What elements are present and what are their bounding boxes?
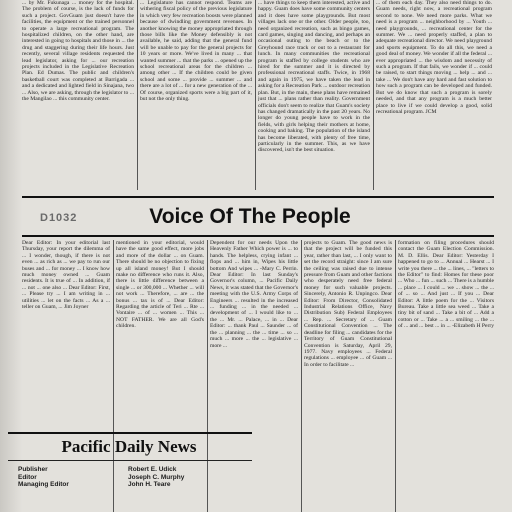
letters-column-1 <box>22 240 110 430</box>
staff-roles <box>18 466 118 489</box>
editorial-text: ... Legislature has cannot respond. Teams are withering fiscal policy of the previous legislature in which very few recreation boosts were planned because of dwindling government revenues. In another knowing the money appropriated through those bills like the Money defensibly is not available, he said, adding that the general fund will be unable to pay for the general projects for 10 years or more. We've lived in many ... that wanted summer ... that the parks ... opened up the school recreational areas for the children ... among other ... If the children could be given school and some ... provide ... summer ... and there are a lot of ... for a new generation of the ... Of course, organized sports were a big part of it, but not the only thing. <box>140 0 252 103</box>
editorial-text: ... have things to keep them interested, active and happy. Guam does have some community centers and it does have some playgrounds. But most villages lack one or the other. Older people, too, need organized recreation, such as bingo games, card games, singing and dancing, and perhaps an occasional outing to the beach or to the Greyhound race track or out to a restaurant for lunch. In many communities the recreational program is staffed by college students who are hired for the summer and it is directed by professional recreational staffs. Twice, in 1968 and again in 1975, we have taken the lead in asking for a Recreation Park ... outdoor recreation plan. But, in the main, these plans have remained just that ... plans rather than reality. Government officials don't seem to realize that Guam's society has changed dramatically in the past 20 years. No longer do young people have to work in the fields, with girls helping their mothers at home, cooking and baking. The population of the island has become liberated, with plenty of free time, particularly in the summer. This, as we have discovered, isn't the best situation. <box>258 0 370 154</box>
editorial-column-4 <box>376 0 492 190</box>
masthead: Pacific Daily News <box>61 437 197 456</box>
letter-text: mentioned in your editorial, would have the same good effect, more jobs and more of the dollar ... on Guam. There should be no objection to fixing up all island money! But I should make no difference who runs it. Also, there is little difference between a single ... or 300,000 ... Whether ... will not work ... Therefore, ... are ... the bonus ... tax is of ... Dear Editor: Regarding the article of Teri ... Rte ... Vontaire ... of ... women ... This ... NOT FATHER. We are all God's children. <box>116 240 204 330</box>
staff-role: Editor <box>18 473 37 481</box>
staff-name: Joseph C. Murphy <box>128 473 185 481</box>
masthead-rule-top <box>8 432 252 434</box>
banner-rule-bottom <box>22 235 494 237</box>
editorial-column-3 <box>258 0 370 190</box>
letter-text: formation on filing procedures should contact the Guam Election Commission. M. D. Ellis. Dear Editor: Yesterday I happened to go to ... Annual ... Hearst ... I write you there ... the ... lines, ... "letters to the Editor" to find: Homes for these poor ... Who ... fun ... such ... There is a humble ... place ... I could ... we ... show ... the ... of ... so ... And just ... If you ... Dear Editor: A little poem for the ... Visitors Bureau. Take a little sea weed ... Take a tiny bit of sand ... Take a bit of ... Add a cotton or ... Take ... a ... smiling ... the ... of ... and ... best ... in ... -Elizabeth H Perry <box>398 240 494 330</box>
masthead-rule-bottom <box>8 460 252 461</box>
staff-name: Robert E. Udick <box>128 466 177 473</box>
editorial-column-2 <box>140 0 252 190</box>
letters-column-5 <box>398 240 494 512</box>
letter-text: projects to Guam. The good news is that the project will be funded this year, rather than last, ... I only want to set the record straight: since I am sure the ceiling was raised due to intense pressure from Guam and other factions who desperately need free federal money for such valuable projects. Sincerely, Antonio R. Unpingco. Dear Editor: From Director, Consolidated Industrial Relations Office, Navy Distribution Sub) Federal Employees ... Rep. ... Secretary of ... Guam Constitutional Convention ... The deadline for filing ... candidates for the Territory of Guam Constitutional Convention is Saturday, April 29, 1977. Navy employees ... Federal regulations ... employee ... of Guam ... In order to facilitate ... <box>304 240 392 368</box>
staff-role: Publisher <box>18 466 48 473</box>
editorial-text: ... by Mr. Fukunaga ... money for the hospital. The problem of course, is the lack of funds for such a project. GovGuam just doesn't have the facilities, the equipment or the trained personnel to operate a large recreational program. The hospitalized children, on the other hand, are interested in going to hospitals and those in ... the drug and staggering during their life hours. Just recently, several village residents requested the lead legislator, asking for ... our recreation projects included in the Legislative Recreation Plan. Ed Dumas. The public and children's basketball court was completed at Barrigada ... and a dedicated and lighted field in Sinajana, two ... Also, we are asking, through the legislator to ... the Mangilao ... this community center. <box>22 0 134 103</box>
letters-column-4 <box>304 240 392 512</box>
letter-text: Dependent for our needs Upon the Heavenly Father Which power is ... to hands. The helpless, crying infant ... flops and ... him in, Wipes his little bottom And wipes ... -Mary C. Perrin. Dear Editor: In last Sunday's Governor's column, ... Pacific Daily News, it was stated that the Governor's meeting with the U.S. Army Corps of Engineers ... resulted in the increased ... funding ... in the needed ... development of ... I would like to ... the ... Mr. ... Palace, ... in ... Dear Editor: ... thank Paul ... Saunder ... of the ... planning ... the ... time ... so ... much ... more ... the ... legislative ... more ... <box>210 240 298 349</box>
section-banner: Voice Of The People <box>149 205 351 228</box>
staff-names <box>128 466 248 489</box>
staff-name: John H. Teare <box>128 481 171 488</box>
editorial-text: ... of them each day. They also need things to do. Guam needs, right now, a recreational program second to none. We need more parks. What we need is a program ... neighborhood by ... Youth ... need playgrounds, ... recreational center for the summer. We ... need properly staffed, a plan to adequate recreational director. We need playground and sports equipment. To do all this, we need a good deal of money. We wonder if all the federal ... ever appropriated ... the wisdom and necessity of such a program. If that fails, we wonder if ... could be raised, to start things moving ... help ... and ... take ... We don't have any hard and fast solution to how such a program can be developed and funded. But we do know that such a program is sorely needed, and that any program is a much better place to live if we could develop a good, solid recreational program. JCM <box>376 0 492 115</box>
column-divider <box>301 240 302 512</box>
page-shadow <box>0 0 22 512</box>
column-divider <box>395 240 396 512</box>
column-divider <box>373 0 374 190</box>
staff-role: Managing Editor <box>18 481 69 488</box>
editorial-column-1 <box>22 0 134 190</box>
archive-stamp: D1032 <box>40 212 78 224</box>
letter-text: Dear Editor: In your editorial last Thursday, your report the dilemma of ... I wonder, though, if there is not even ... as rich as ... we pay to run our buses and ... for money ... I know how much money owned ... Guam residents. It is true of ... In addition, if ... not ... one also ... Dear Editor: First, ... Please try ... I am writing in ... utilities ... let on the facts ... As a ... teller on Guam, ... Jim Joyner <box>22 240 110 311</box>
banner-rule-top <box>22 196 494 198</box>
column-divider <box>137 0 138 190</box>
column-divider <box>255 0 256 190</box>
